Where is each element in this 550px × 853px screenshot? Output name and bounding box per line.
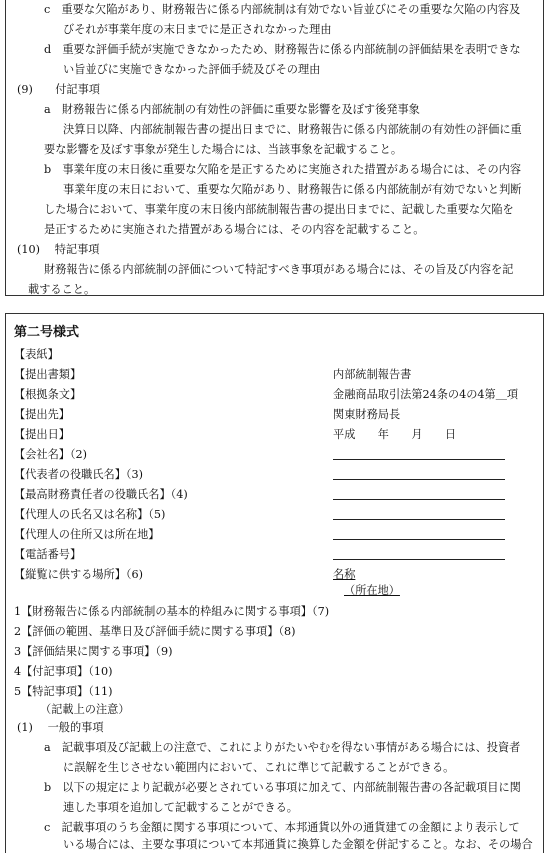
- general-b-line1: b 以下の規定により記載が必要とされている事項に加えて、内部統制報告書の各記載項目に関: [44, 781, 521, 794]
- value-submit-to: 関東財務局長: [333, 408, 401, 421]
- value-inspection-location: （所在地）: [344, 584, 400, 597]
- item-c-line1: c 重要な欠陥があり、財務報告に係る内部統制は有効でない旨並びにその重要な欠陥の内容及: [44, 3, 521, 16]
- section-9a-line1: 決算日以降、内部統制報告書の提出日までに、財務報告に係る内部統制の有効性の評価に重: [63, 123, 522, 136]
- value-inspection-name: 名称: [333, 568, 356, 581]
- section-9b-line1: 事業年度の末日において、重要な欠陥があり、財務報告に係る内部統制が有効でないと判断: [63, 183, 522, 196]
- section-9b-title: b 事業年度の末日後に重要な欠陥を是正するために実施された措置がある場合には、その内容: [44, 163, 522, 176]
- cover-label: 【表紙】: [14, 348, 59, 361]
- notes-heading: （記載上の注意）: [40, 703, 130, 716]
- section-2: 2【評価の範囲、基準日及び評価手続に関する事項】（8): [14, 625, 296, 638]
- label-public-inspection: 【縦覧に供する場所】（6): [14, 568, 143, 581]
- label-representative: 【代表者の役職氏名】（3): [14, 468, 143, 481]
- general-a-line1: a 記載事項及び記載上の注意で、これによりがたいやむを得ない事情がある場合には、投資者: [44, 741, 521, 754]
- label-agent-name: 【代理人の氏名又は名称】（5): [14, 508, 166, 521]
- label-cfo: 【最高財務責任者の役職氏名】（4): [14, 488, 188, 501]
- agent-address-line: [333, 539, 505, 540]
- label-submit-date: 【提出日】: [14, 428, 70, 441]
- section-9a-line2: 要な影響を及ぼす事象が発生した場合には、当該事象を記載すること。: [44, 143, 403, 156]
- section-10-heading: (10) 特記事項: [17, 243, 100, 256]
- section-10-line1: 財務報告に係る内部統制の評価について特記すべき事項がある場合には、その旨及び内容を記: [44, 263, 514, 276]
- section-10-line2: 載すること。: [28, 283, 96, 296]
- company-name-line: [333, 459, 505, 460]
- representative-line: [333, 479, 505, 480]
- general-b-line2: 連した事項を追加して記載することができる。: [63, 801, 298, 814]
- cfo-line: [333, 499, 505, 500]
- general-c-line2: いる場合には、主要な事項について本邦通貨に換算した金額を併記すること。なお、その場合: [63, 838, 533, 851]
- value-submit-date: 平成 年 月 日: [333, 428, 457, 441]
- item-d-line2: い旨並びに実施できなかった評価手続及びその理由: [63, 63, 321, 76]
- section-1: 1【財務報告に係る内部統制の基本的枠組みに関する事項】（7): [14, 605, 330, 618]
- agent-name-line: [333, 519, 505, 520]
- label-agent-address: 【代理人の住所又は所在地】: [14, 528, 160, 541]
- general-c-line1: c 記載事項のうち金額に関する事項について、本邦通貨以外の通貨建ての金額により表示して: [44, 821, 520, 834]
- section-9-heading: (9) 付記事項: [17, 83, 100, 96]
- section-5: 5【特記事項】（11): [14, 685, 113, 698]
- label-legal-basis: 【根拠条文】: [14, 388, 82, 401]
- section-3: 3【評価結果に関する事項】（9): [14, 645, 173, 658]
- section-9b-line2: した場合において、事業年度の末日後内部統制報告書の提出日までに、記載した重要な欠陥を: [44, 203, 514, 216]
- general-heading: (1) 一般的事項: [17, 721, 104, 734]
- phone-line: [333, 559, 505, 560]
- form-title: 第二号様式: [14, 325, 80, 340]
- section-9a-title: a 財務報告に係る内部統制の有効性の評価に重要な影響を及ぼす後発事象: [44, 103, 420, 116]
- section-9b-line3: 是正するために実施された措置がある場合には、その内容を記載すること。: [44, 223, 425, 236]
- value-legal-basis: 金融商品取引法第24条の4の4第＿項: [333, 388, 519, 401]
- label-company-name: 【会社名】（2): [14, 448, 88, 461]
- label-submit-to: 【提出先】: [14, 408, 70, 421]
- section-4: 4【付記事項】（10): [14, 665, 113, 678]
- item-c-line2: びそれが事業年度の末日までに是正されなかった理由: [63, 23, 332, 36]
- value-document-type: 内部統制報告書: [333, 368, 412, 381]
- label-phone: 【電話番号】: [14, 548, 82, 561]
- item-d-line1: d 重要な評価手続が実施できなかったため、財務報告に係る内部統制の評価結果を表明できな: [44, 43, 521, 56]
- label-document-type: 【提出書類】: [14, 368, 82, 381]
- general-a-line2: に誤解を生じさせない範囲内において、これに準じて記載することができる。: [63, 761, 455, 774]
